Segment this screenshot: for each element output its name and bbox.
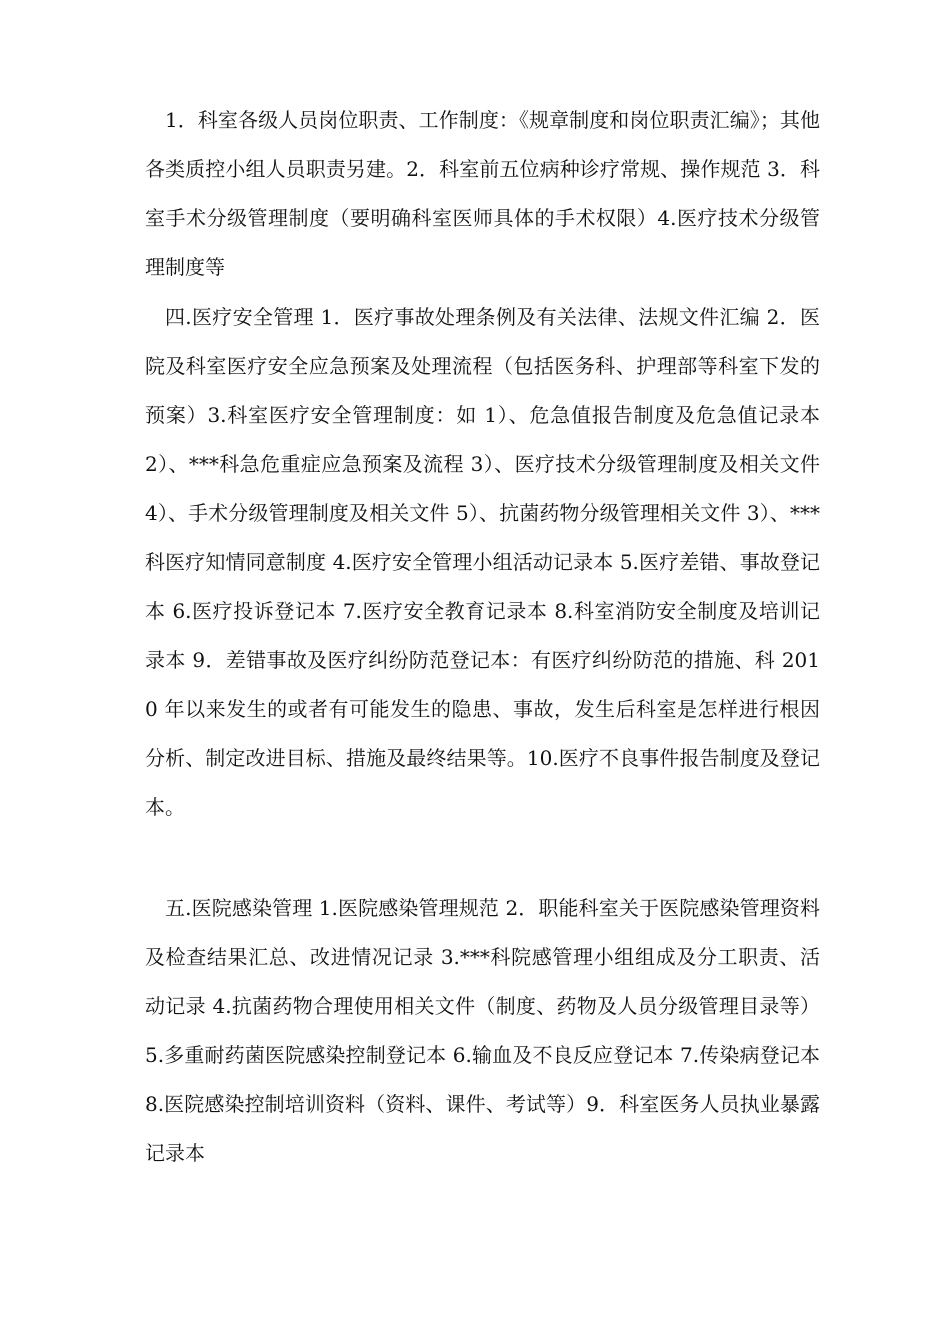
paragraph-hospital-infection-management: 五.医院感染管理 1.医院感染管理规范 2．职能科室关于医院感染管理资料及检查结果汇总、改进情况记录 3.***科院感管理小组组成及分工职责、活动记录 4.抗菌药物合理使用相关文件（制度、药物及人员分级管理目录等）5.多重耐药菌医院感染控制登记本 6.输血及不良反应登记本 7.传染病登记本 8.医院感染控制培训资料（资料、课件、考试等）9．科室医务人员执业暴露记录本 (145, 896, 820, 1165)
paragraph-job-responsibilities: 1．科室各级人员岗位职责、工作制度：《规章制度和岗位职责汇编》；其他各类质控小组人员职责另建。2．科室前五位病种诊疗常规、操作规范 3．科室手术分级管理制度（要明确科室医师具体的手术权限）4.医疗技术分级管理制度等 (145, 108, 820, 279)
paragraph-medical-safety-management: 四.医疗安全管理 1．医疗事故处理条例及有关法律、法规文件汇编 2．医院及科室医疗安全应急预案及处理流程（包括医务科、护理部等科室下发的预案）3.科室医疗安全管理制度：如 1）、危急值报告制度及危急值记录本 2）、***科急危重症应急预案及流程 3）、医疗技术分级管理制度及相关文件 4）、手术分级管理制度及相关文件 5）、抗菌药物分级管理相关文件 3）、***科医疗知情同意制度 4.医疗安全管理小组活动记录本 5.医疗差错、事故登记本 6.医疗投诉登记本 7.医疗安全教育记录本 8.科室消防安全制度及培训记录本 9．差错事故及医疗纠纷防范登记本：有医疗纠纷防范的措施、科 2010 年以来发生的或者有可能发生的隐患、事故，发生后科室是怎样进行根因分析、制定改进目标、措施及最终结果等。10.医疗不良事件报告制度及登记本。 (145, 305, 820, 819)
